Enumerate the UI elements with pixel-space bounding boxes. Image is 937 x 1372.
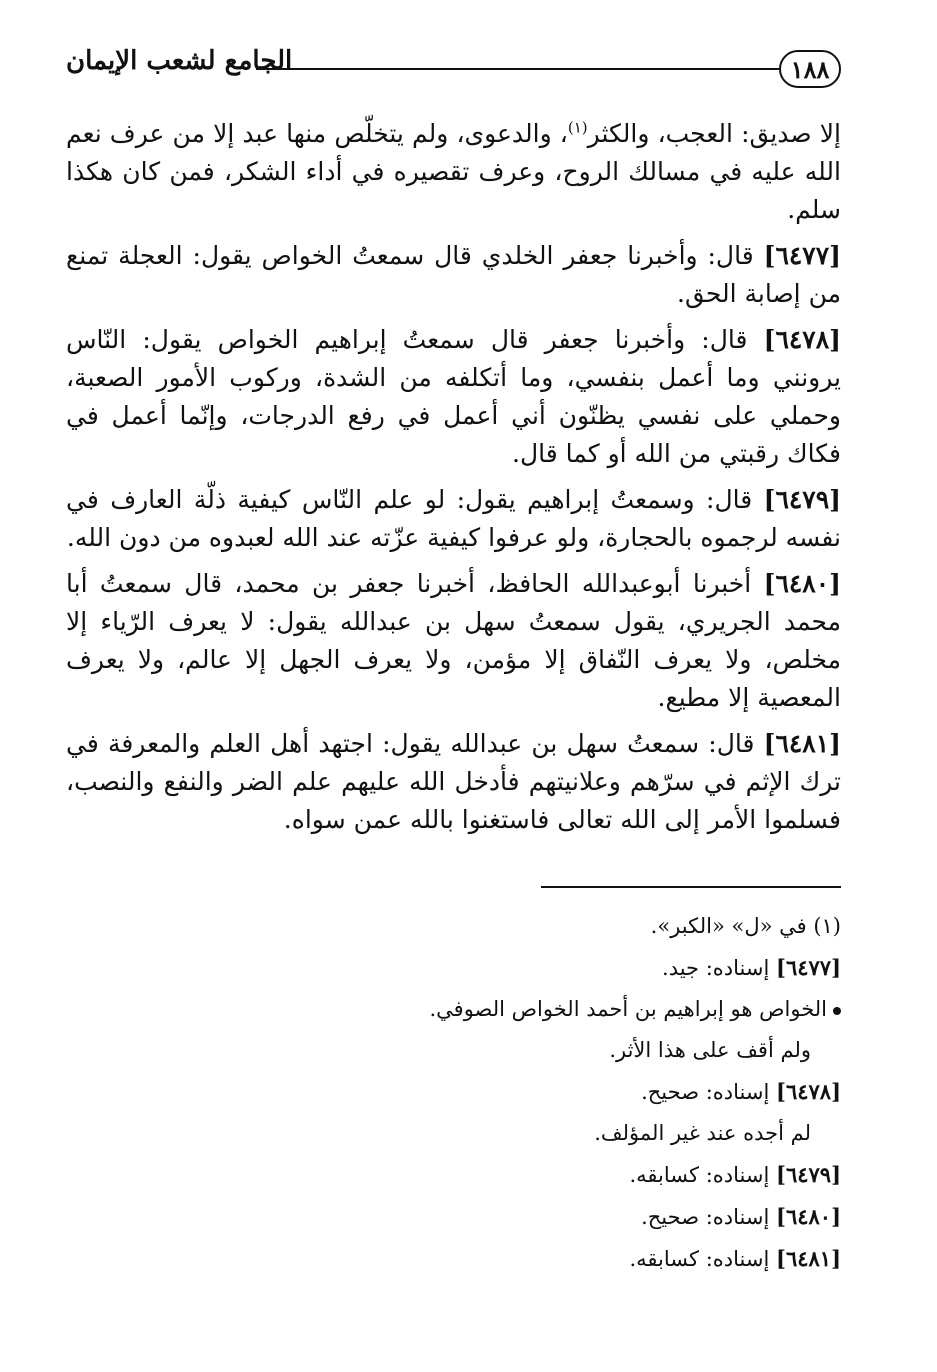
footnote-text: إسناده: كسابقه. bbox=[629, 1247, 770, 1271]
header-rule bbox=[256, 68, 779, 70]
narration-6480 bbox=[66, 565, 841, 717]
footnote-6481 bbox=[66, 1238, 841, 1280]
narration-text: قال: وسمعتُ إبراهيم يقول: لو علم النّاس كيفية ذلّة العارف في نفسه لرجموه بالحجارة، ولو عرفوا كيفية عزّته عند الله لعبدوه من دون الله. bbox=[66, 485, 841, 552]
bullet-icon bbox=[833, 1007, 841, 1015]
footnote-6478 bbox=[66, 1071, 841, 1113]
footnote-ref: [٦٤٧٨] bbox=[776, 1079, 841, 1104]
page-number: ١٨٨ bbox=[779, 50, 841, 88]
narration-ref: [٦٤٧٩] bbox=[763, 485, 841, 514]
narration-text: قال: سمعتُ سهل بن عبدالله يقول: اجتهد أهل العلم والمعرفة في ترك الإثم في سرّهم وعلانيتهم فأدخل الله عليهم علم الضر والنفع والنصب، فسلموا الأمر إلى الله تعالى فاستغنوا بالله عمن سواه. bbox=[66, 729, 841, 834]
intro-after-note: ، والدعوى، ولم يتخلّص منها عبد إلا من عرف نعم الله عليه في مسالك الروح، وعرف تقصيره في أداء الشكر، فمن كان هكذا سلم. bbox=[66, 119, 841, 224]
narration-text: أخبرنا أبوعبدالله الحافظ، أخبرنا جعفر بن محمد، قال سمعتُ أبا محمد الجريري، يقول سمعتُ سهل بن عبدالله يقول: لا يعرف الرّياء إلا مخلص، ولا يعرف النّفاق إلا مؤمن، ولا يعرف الجهل إلا عالم، ولا يعرف المعصية إلا مطيع. bbox=[66, 569, 841, 712]
footnote-text: إسناده: كسابقه. bbox=[629, 1163, 770, 1187]
narration-ref: [٦٤٨٠] bbox=[763, 569, 841, 598]
footnote-ref: [٦٤٧٧] bbox=[776, 955, 841, 980]
footnote-6477 bbox=[66, 947, 841, 989]
narration-6481 bbox=[66, 725, 841, 839]
footnote-6480 bbox=[66, 1196, 841, 1238]
intro-paragraph bbox=[66, 115, 841, 229]
page-header bbox=[66, 46, 841, 96]
narration-text: قال: وأخبرنا جعفر قال سمعتُ إبراهيم الخواص يقول: النّاس يرونني وما أعمل بنفسي، وما أتكلفه من الشدة، وركوب الأمور الصعبة، وحملي على نفسي يظنّون أني أعمل في رفع الدرجات، وإنّما أعمل في فكاك رقبتي من الله أو كما قال. bbox=[66, 325, 841, 468]
narration-6479 bbox=[66, 481, 841, 557]
footnotes bbox=[66, 906, 841, 1280]
footnote-text: إسناده: جيد. bbox=[662, 956, 770, 980]
intro-before-note: إلا صديق: العجب، والكثر bbox=[587, 119, 841, 148]
footnote-6479 bbox=[66, 1154, 841, 1196]
footnote-mark: (١) bbox=[567, 118, 588, 137]
narration-text: قال: وأخبرنا جعفر الخلدي قال سمعتُ الخواص يقول: العجلة تمنع من إصابة الحق. bbox=[66, 241, 841, 308]
narration-ref: [٦٤٧٧] bbox=[763, 241, 841, 270]
footnote-separator bbox=[541, 886, 841, 888]
footnote-text: إسناده: صحيح. bbox=[641, 1080, 770, 1104]
footnote-text: الخواص هو إبراهيم بن أحمد الخواص الصوفي. bbox=[429, 997, 827, 1021]
narration-6477 bbox=[66, 237, 841, 313]
footnote-ref: [٦٤٧٩] bbox=[776, 1162, 841, 1187]
footnote-ref: [٦٤٨٠] bbox=[776, 1204, 841, 1229]
footnote-6478-note: لم أجده عند غير المؤلف. bbox=[594, 1121, 811, 1145]
footnote-khawas-2: ولم أقف على هذا الأثر. bbox=[609, 1038, 811, 1062]
footnote-1: (١) في «ل» «الكبر». bbox=[650, 914, 841, 938]
narration-ref: [٦٤٨١] bbox=[763, 729, 841, 758]
narration-ref: [٦٤٧٨] bbox=[763, 325, 841, 354]
footnote-text: إسناده: صحيح. bbox=[641, 1205, 770, 1229]
narration-6478 bbox=[66, 321, 841, 473]
footnote-ref: [٦٤٨١] bbox=[776, 1246, 841, 1271]
book-title: الجامع لشعب الإيمان bbox=[66, 46, 293, 76]
footnote-khawas bbox=[66, 989, 841, 1030]
main-text bbox=[66, 115, 841, 847]
